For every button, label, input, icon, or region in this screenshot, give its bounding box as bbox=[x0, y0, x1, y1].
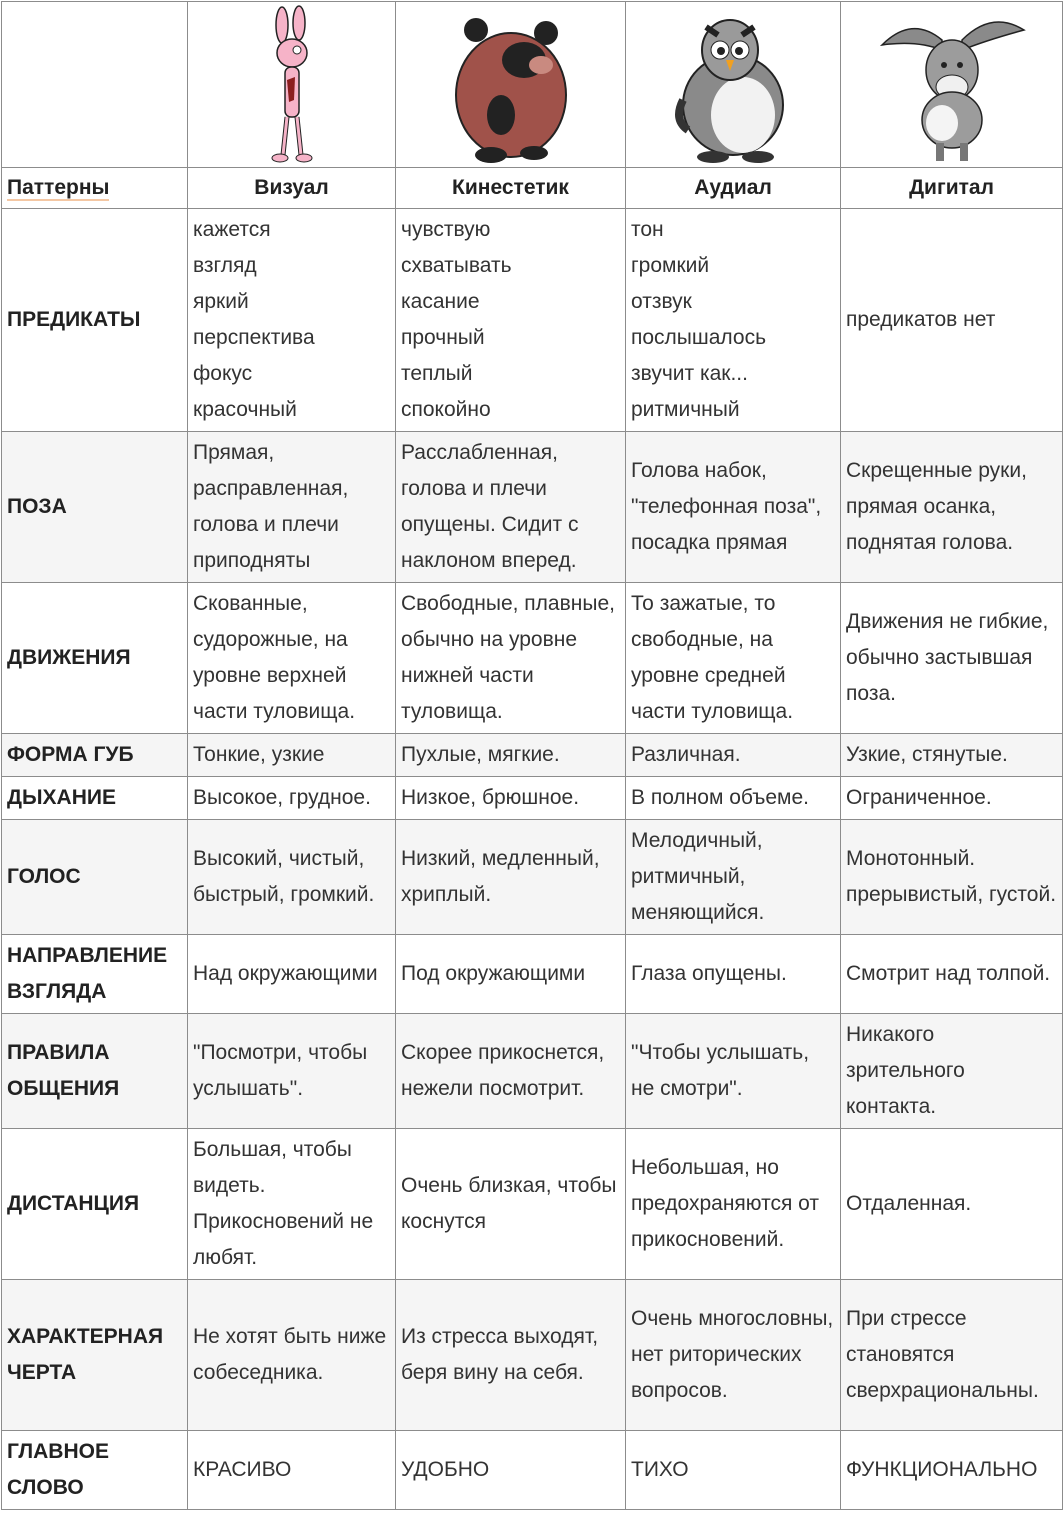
dyhanie-audial: В полном объеме. bbox=[626, 777, 841, 820]
distanciya-kinestetik: Очень близкая, чтобы коснутся bbox=[396, 1129, 626, 1280]
napravlenie-digital: Смотрит над толпой. bbox=[841, 935, 1063, 1014]
donkey-illustration bbox=[872, 5, 1032, 165]
vizual-illustration-cell bbox=[188, 2, 396, 168]
predikat-word: отзвук bbox=[631, 290, 692, 313]
golos-vizual: Высокий, чистый, быстрый, громкий. bbox=[188, 820, 396, 935]
predikat-word: кажется bbox=[193, 218, 271, 241]
predikaty-label: ПРЕДИКАТЫ bbox=[2, 209, 188, 432]
distanciya-vizual: Большая, чтобы видеть. Прикосновений не любят. bbox=[188, 1129, 396, 1280]
slovo-digital: ФУНКЦИОНАЛЬНО bbox=[841, 1431, 1063, 1510]
dvizheniya-vizual: Скованные, судорожные, на уровне верхней части туловища. bbox=[188, 583, 396, 734]
golos-audial: Мелодичный, ритмичный, меняющийся. bbox=[626, 820, 841, 935]
forma-gub-vizual: Тонкие, узкие bbox=[188, 734, 396, 777]
header-row bbox=[2, 168, 1063, 209]
pink-rabbit-illustration bbox=[247, 5, 337, 165]
pravila-row bbox=[2, 1014, 1063, 1129]
forma-gub-label: ФОРМА ГУБ bbox=[2, 734, 188, 777]
predikaty-kinestetik bbox=[396, 209, 626, 432]
napravlenie-label: НАПРАВЛЕНИЕ ВЗГЛЯДА bbox=[2, 935, 188, 1014]
forma-gub-audial: Различная. bbox=[626, 734, 841, 777]
owl-illustration bbox=[668, 5, 798, 165]
brown-bear-illustration bbox=[446, 5, 576, 165]
poza-row bbox=[2, 432, 1063, 583]
forma-gub-digital: Узкие, стянутые. bbox=[841, 734, 1063, 777]
predikat-word: красочный bbox=[193, 398, 297, 421]
vizual-header: Визуал bbox=[188, 168, 396, 209]
predikat-word: звучит как... bbox=[631, 362, 748, 385]
distanciya-row bbox=[2, 1129, 1063, 1280]
dyhanie-label: ДЫХАНИЕ bbox=[2, 777, 188, 820]
slovo-audial: ТИХО bbox=[626, 1431, 841, 1510]
dvizheniya-label: ДВИЖЕНИЯ bbox=[2, 583, 188, 734]
predikat-word: фокус bbox=[193, 362, 253, 385]
napravlenie-kinestetik: Под окружающими bbox=[396, 935, 626, 1014]
pravila-label: ПРАВИЛА ОБЩЕНИЯ bbox=[2, 1014, 188, 1129]
poza-audial: Голова набок, "телефонная поза", посадка прямая bbox=[626, 432, 841, 583]
dvizheniya-audial: То зажатые, то свободные, на уровне средней части туловища. bbox=[626, 583, 841, 734]
golos-kinestetik: Низкий, медленный, хриплый. bbox=[396, 820, 626, 935]
predikat-word: спокойно bbox=[401, 398, 491, 421]
predikat-word: тон bbox=[631, 218, 664, 241]
pravila-kinestetik: Скорее прикоснется, нежели посмотрит. bbox=[396, 1014, 626, 1129]
distanciya-digital: Отдаленная. bbox=[841, 1129, 1063, 1280]
slovo-label: ГЛАВНОЕ СЛОВО bbox=[2, 1431, 188, 1510]
predikaty-audial bbox=[626, 209, 841, 432]
slovo-vizual: КРАСИВО bbox=[188, 1431, 396, 1510]
digital-illustration-cell bbox=[841, 2, 1063, 168]
golos-label: ГОЛОС bbox=[2, 820, 188, 935]
golos-digital: Монотонный. прерывистый, густой. bbox=[841, 820, 1063, 935]
slovo-row bbox=[2, 1431, 1063, 1510]
poza-label: ПОЗА bbox=[2, 432, 188, 583]
predikat-word: теплый bbox=[401, 362, 473, 385]
dvizheniya-digital: Движения не гибкие, обычно застывшая поза. bbox=[841, 583, 1063, 734]
predikat-word: перспектива bbox=[193, 326, 315, 349]
predikaty-digital: предикатов нет bbox=[841, 209, 1063, 432]
predikat-word: яркий bbox=[193, 290, 249, 313]
predikaty-row bbox=[2, 209, 1063, 432]
dyhanie-digital: Ограниченное. bbox=[841, 777, 1063, 820]
predikat-word: громкий bbox=[631, 254, 710, 277]
napravlenie-vizual: Над окружающими bbox=[188, 935, 396, 1014]
poza-vizual: Прямая, расправленная, голова и плечи приподняты bbox=[188, 432, 396, 583]
audial-illustration-cell bbox=[626, 2, 841, 168]
pravila-vizual: "Посмотри, чтобы услышать". bbox=[188, 1014, 396, 1129]
predikat-word: ритмичный bbox=[631, 398, 740, 421]
patterns-header bbox=[2, 168, 188, 209]
representational-systems-table bbox=[1, 1, 1063, 1510]
napravlenie-audial: Глаза опущены. bbox=[626, 935, 841, 1014]
forma-gub-kinestetik: Пухлые, мягкие. bbox=[396, 734, 626, 777]
patterns-header-label: Паттерны bbox=[7, 176, 110, 199]
distanciya-label: ДИСТАНЦИЯ bbox=[2, 1129, 188, 1280]
dyhanie-row bbox=[2, 777, 1063, 820]
cherta-vizual: Не хотят быть ниже собеседника. bbox=[188, 1280, 396, 1431]
kinestetik-illustration-cell bbox=[396, 2, 626, 168]
predikat-word: чувствую bbox=[401, 218, 491, 241]
distanciya-audial: Небольшая, но предохраняются от прикосновений. bbox=[626, 1129, 841, 1280]
illustrations-row bbox=[2, 2, 1063, 168]
predikaty-vizual bbox=[188, 209, 396, 432]
kinestetik-header: Кинестетик bbox=[396, 168, 626, 209]
dyhanie-kinestetik: Низкое, брюшное. bbox=[396, 777, 626, 820]
pravila-audial: "Чтобы услышать, не смотри". bbox=[626, 1014, 841, 1129]
predikat-word: прочный bbox=[401, 326, 485, 349]
dyhanie-vizual: Высокое, грудное. bbox=[188, 777, 396, 820]
audial-header: Аудиал bbox=[626, 168, 841, 209]
predikat-word: касание bbox=[401, 290, 480, 313]
cherta-row bbox=[2, 1280, 1063, 1431]
poza-kinestetik: Расслабленная, голова и плечи опущены. Сидит с наклоном вперед. bbox=[396, 432, 626, 583]
cherta-label: ХАРАКТЕРНАЯ ЧЕРТА bbox=[2, 1280, 188, 1431]
slovo-kinestetik: УДОБНО bbox=[396, 1431, 626, 1510]
pravila-digital: Никакого зрительного контакта. bbox=[841, 1014, 1063, 1129]
dvizheniya-kinestetik: Свободные, плавные, обычно на уровне нижней части туловища. bbox=[396, 583, 626, 734]
cherta-audial: Очень многословны, нет риторических вопросов. bbox=[626, 1280, 841, 1431]
cherta-kinestetik: Из стресса выходят, беря вину на себя. bbox=[396, 1280, 626, 1431]
cherta-digital: При стрессе становятся сверхрациональны. bbox=[841, 1280, 1063, 1431]
dvizheniya-row bbox=[2, 583, 1063, 734]
digital-header: Дигитал bbox=[841, 168, 1063, 209]
predikat-word: схватывать bbox=[401, 254, 512, 277]
empty-corner-cell bbox=[2, 2, 188, 168]
golos-row bbox=[2, 820, 1063, 935]
predikat-word: послышалось bbox=[631, 326, 767, 349]
predikat-word: взгляд bbox=[193, 254, 257, 277]
forma-gub-row bbox=[2, 734, 1063, 777]
napravlenie-row bbox=[2, 935, 1063, 1014]
poza-digital: Скрещенные руки, прямая осанка, поднятая голова. bbox=[841, 432, 1063, 583]
